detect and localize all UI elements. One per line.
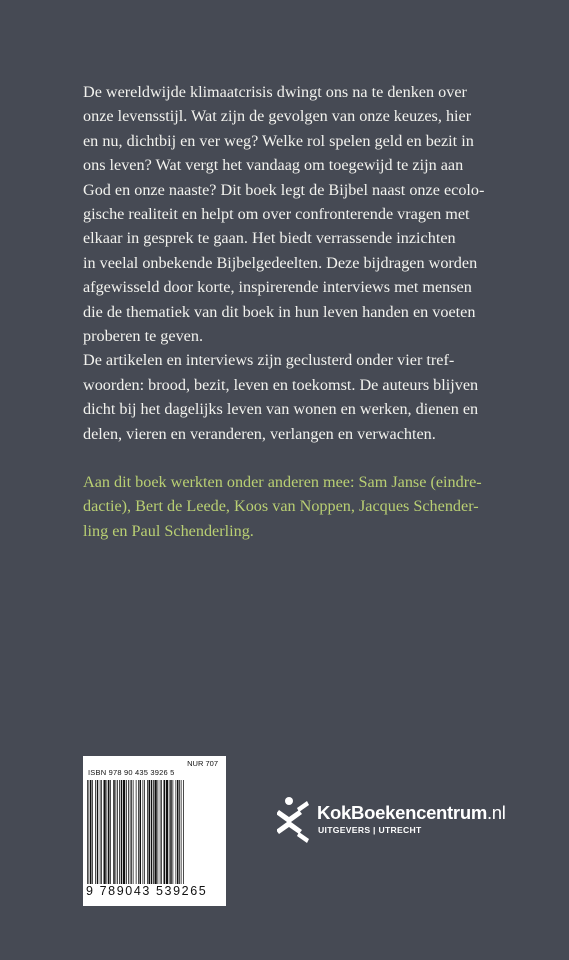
- isbn-barcode: [83, 756, 226, 906]
- blurb-paragraph-1: De wereldwijde klimaatcrisis dwingt ons na te denken over onze levensstijl. Wat zijn de gevolgen van onze keuzes, hier en nu, dichtbij en ver weg? Welke rol spelen geld en bezit in ons leven? Wat vergt het vandaag om toegewijd te zijn aan God en onze naaste? Dit boek legt de Bijbel naast onze ecolo- gische realiteit en helpt om over confronterende vragen met elkaar in gesprek te gaan. Het biedt verrassende inzichten in veelal onbekende Bijbelgedeelten. Deze bijdragen worden afgewisseld door korte, inspirerende interviews met mensen die de thematiek van dit boek in hun leven handen en voeten proberen te geven.: [83, 83, 485, 346]
- isbn-number: ISBN 978 90 435 3926 5: [88, 768, 175, 777]
- barcode-bars: [87, 780, 221, 884]
- blurb-paragraph-2: De artikelen en interviews zijn geclusterd onder vier tref- woorden: brood, bezit, leven en toekomst. De auteurs blijven dicht bij het dagelijks leven van wonen en werken, dienen en delen, vieren en veranderen, verlangen en verwachten.: [83, 351, 479, 443]
- publisher-logo: [277, 796, 517, 844]
- publisher-name-bold: KokBoekencentrum: [317, 802, 487, 823]
- publisher-name: [317, 803, 506, 823]
- publisher-domain: .nl: [486, 802, 506, 823]
- publisher-mark-icon: [277, 796, 309, 844]
- nur-code: NUR 707: [187, 759, 218, 768]
- publisher-tagline: UITGEVERS | UTRECHT: [318, 825, 422, 835]
- barcode-digits: 9 789043 539265: [86, 884, 208, 898]
- contributors-credits: Aan dit boek werkten onder anderen mee: Sam Janse (eindre- dactie), Bert de Leede, Koos van Noppen, Jacques Schender- ling en Paul Schenderling.: [83, 473, 482, 540]
- book-blurb: [83, 80, 503, 446]
